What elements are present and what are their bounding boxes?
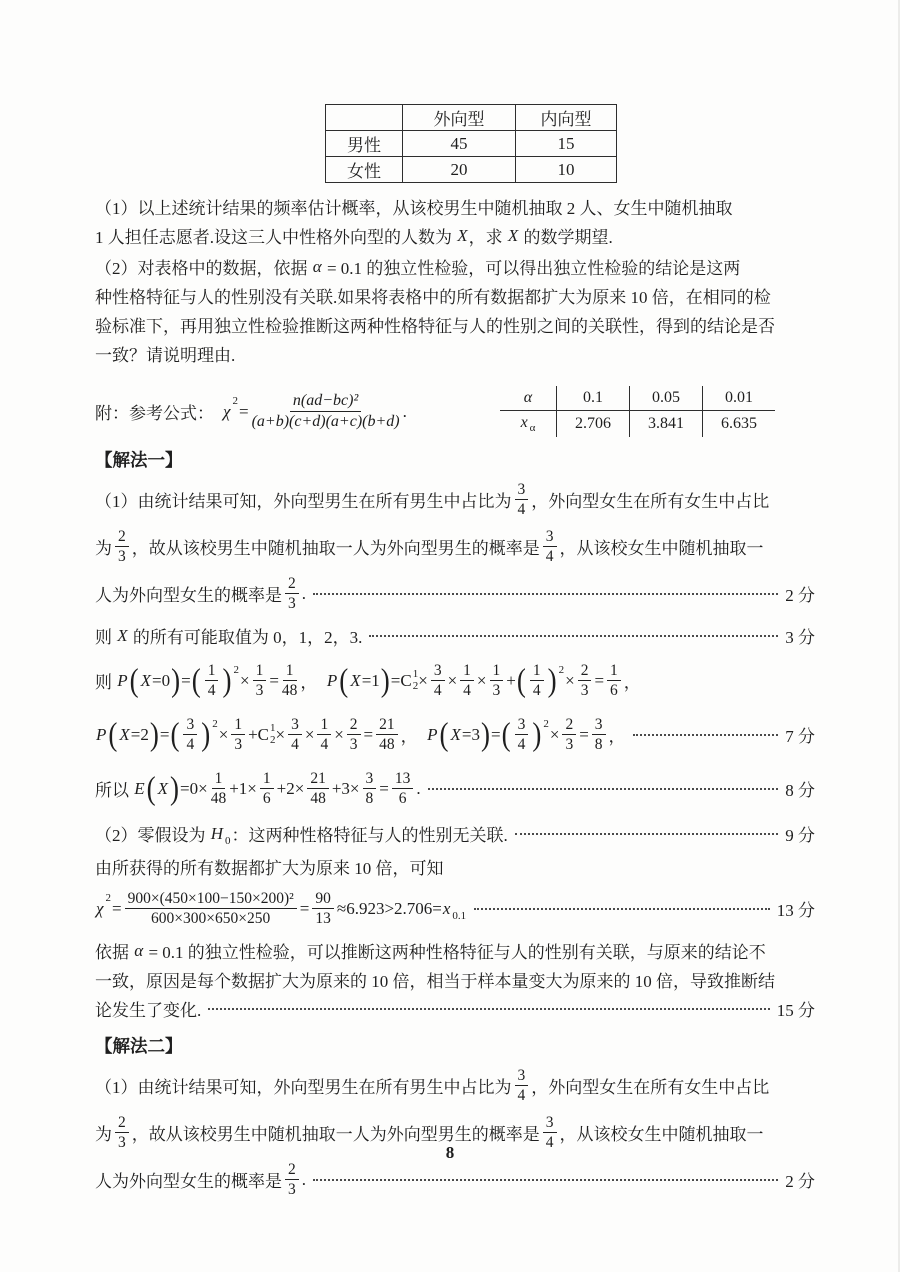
solution-line: 论发生了变化. 15 分 [95, 994, 815, 1023]
score-marker: 3 分 [785, 628, 815, 648]
solution-line: 则 X 的所有可能取值为 0，1，2，3. 3 分 [95, 621, 815, 650]
table-cell: 3.841 [630, 411, 703, 438]
table-row [500, 411, 775, 438]
chi-squared-formula: χ $^2$ = $\frac{\text{n(ad−bc)²}}{(a+b)(c+d)(a+c)(b+d)}$ . [223, 392, 407, 431]
table-cell: x $_\alpha$ [520, 414, 536, 435]
solution-line: 人为外向型女生的概率是 $\frac{2}{3}$ . 2 分 [95, 1160, 815, 1199]
dotted-leader [515, 833, 778, 835]
table-cell: 0.1 [557, 386, 630, 411]
solution-line: 为 $\frac{2}{3}$ ，故从该校男生中随机抽取一人为外向型男生的概率是 $\frac{3}{4}$ ，从该校女生中随机抽取一 [95, 527, 764, 566]
table-cell: 0.01 [703, 386, 776, 411]
solution1-title: 【解法一】 [95, 450, 183, 471]
problem-line: 1 人担任志愿者.设这三人中性格外向型的人数为 X ，求 X 的数学期望. [95, 225, 613, 247]
solution2-title: 【解法二】 [95, 1036, 183, 1057]
dotted-leader [208, 1008, 770, 1010]
dotted-leader [474, 908, 770, 910]
table-cell [326, 105, 403, 131]
problem-line: （2）对表格中的数据，依据 α = 0.1 的独立性检验，可以得出独立性检验的结论是这两 [95, 256, 741, 278]
dotted-leader [428, 788, 779, 790]
table-cell: 外向型 [403, 105, 516, 131]
solution-line: （2）零假设为 H $_0$ ：这两种性格特征与人的性别无关联. 9 分 [95, 819, 815, 848]
score-marker: 8 分 [785, 781, 815, 801]
solution-line: 由所获得的所有数据都扩大为原来 10 倍，可知 [95, 859, 444, 879]
table-cell: 2.706 [557, 411, 630, 438]
solution-line: 所以 E ( X ) =0× $\frac{1}{48}$ +1× $\frac{1}{6}$ +2× $\frac{21}{48}$ +3× $\frac{3}{8}$ = $\frac{13}{6}$ . 8 分 [95, 769, 815, 808]
table-cell: 15 [516, 131, 617, 157]
table-cell: 内向型 [516, 105, 617, 131]
score-marker: 15 分 [776, 1001, 815, 1021]
solution-line: 依据 α = 0.1 的独立性检验，可以推断这两种性格特征与人的性别有关联，与原来的结论不 [95, 940, 766, 963]
table-row [326, 105, 617, 131]
score-marker: 2 分 [785, 1172, 815, 1192]
solution-line: P ( X =2 ) = ( $\frac{3}{4}$ ) $^2$ × $\frac{1}{3}$ + C 1 2 × $\frac{3}{4}$ × $\frac{1}{4}$ × $\frac{2}{3}$ = $\frac{21}{48}$ ， P ( X =3 ) = ( $\frac{3}{4}$ ) $^2$ × $\frac{2}{3}$ = $\frac{3}{8}$ ， 7 分 [96, 715, 815, 754]
table-row [326, 157, 617, 183]
table-cell: 45 [403, 131, 516, 157]
score-marker: 13 分 [776, 901, 815, 921]
solution-line: 则 P ( X =0 ) = ( $\frac{1}{4}$ ) $^2$ × $\frac{1}{3}$ = $\frac{1}{48}$ ， P ( X =1 ) = C 1 2 × $\frac{3}{4}$ × $\frac{1}{4}$ × $\frac{1}{3}$ + ( $\frac{1}{4}$ ) $^2$ × $\frac{2}{3}$ = $\frac{1}{6}$ ， [95, 661, 641, 700]
table-cell: 20 [403, 157, 516, 183]
solution-line: （1）由统计结果可知，外向型男生在所有男生中占比为 $\frac{3}{4}$ ，外向型女生在所有女生中占比 [95, 1066, 770, 1105]
reference-formula-row [95, 386, 815, 437]
problem-line: 一致？请说明理由. [95, 346, 236, 365]
table-cell: 0.05 [630, 386, 703, 411]
problem-line: （1）以上述统计结果的频率估计概率，从该校男生中随机抽取 2 人、女生中随机抽取 [95, 199, 733, 218]
solution-line: （1）由统计结果可知，外向型男生在所有男生中占比为 $\frac{3}{4}$ ，外向型女生在所有女生中占比 [95, 480, 770, 519]
solution-line: 为 $\frac{2}{3}$ ，故从该校男生中随机抽取一人为外向型男生的概率是 $\frac{3}{4}$ ，从该校女生中随机抽取一 [95, 1113, 764, 1152]
solution-line: 一致，原因是每个数据扩大为原来的 10 倍，相当于样本量变大为原来的 10 倍，导致推断结 [95, 972, 775, 992]
solution-line: 人为外向型女生的概率是 $\frac{2}{3}$ . 2 分 [95, 574, 815, 613]
table-cell: 女性 [326, 157, 403, 183]
page-number: 8 [445, 1143, 455, 1162]
critical-value-table [500, 386, 775, 437]
dotted-leader [313, 593, 778, 595]
dotted-leader [369, 635, 778, 637]
table-cell: 10 [516, 157, 617, 183]
reference-label: 附：参考公式： [95, 404, 214, 424]
dotted-leader [633, 734, 779, 736]
table-cell: 男性 [326, 131, 403, 157]
dotted-leader [313, 1179, 778, 1181]
table-row [500, 386, 775, 411]
page-content [95, 104, 815, 1203]
problem-statement [95, 192, 815, 368]
table-row [326, 131, 617, 157]
problem-line: 验标准下，再用独立性检验推断这两种性格特征与人的性别之间的关联性，得到的结论是否 [95, 317, 775, 336]
problem-line: 种性格特征与人的性别没有关联.如果将表格中的所有数据都扩大为原来 10 倍，在相同的检 [95, 288, 771, 307]
score-marker: 7 分 [785, 727, 815, 747]
score-marker: 2 分 [785, 586, 815, 606]
table-cell: α [500, 386, 557, 411]
table-cell: 6.635 [703, 411, 776, 438]
contingency-table [325, 104, 617, 183]
score-marker: 9 分 [785, 826, 815, 846]
solution-line: χ $^2$ = $\frac{\text{900×(450×100−150×200)²}}{600\times 300\times 650\times 250}$ = $\frac{90}{13}$ ≈6.923>2.706= x $_{0.1}$ 13 分 [96, 889, 815, 928]
